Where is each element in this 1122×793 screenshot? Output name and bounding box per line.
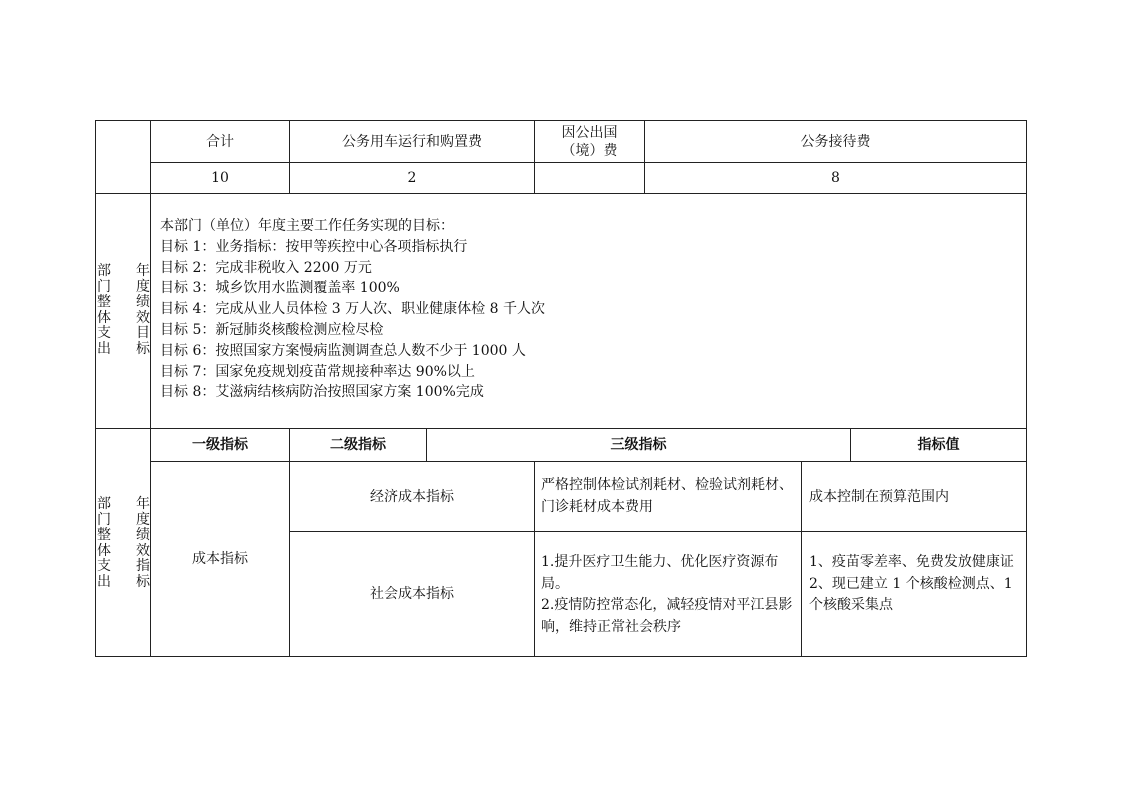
side-label-dept-expenditure: 部门整体支出 — [97, 263, 111, 357]
header-reception-cost: 公务接待费 — [800, 133, 871, 150]
header-level1-indicator: 一级指标 — [192, 437, 248, 453]
goal-item: 目标 4：完成从业人员体检 3 万人次、职业健康体检 8 千人次 — [160, 301, 545, 318]
level1-cost-indicator: 成本指标 — [192, 551, 248, 567]
annual-goals-text — [160, 216, 1020, 403]
value-vehicle-cost: 2 — [407, 170, 417, 186]
header-vehicle-cost: 公务用车运行和购置费 — [342, 133, 482, 150]
level3-economic-cost: 严格控制体检试剂耗材、检验试剂耗材、门诊耗材成本费用 — [541, 477, 793, 515]
value-reception-cost: 8 — [831, 170, 840, 186]
value-economic-cost: 成本控制在预算范围内 — [809, 488, 949, 505]
header-level3-indicator: 三级指标 — [610, 437, 667, 453]
value-social-cost: 1、疫苗零差率、免费发放健康证 2、现已建立 1 个核酸检测点、1 个核酸采集点 — [809, 554, 1014, 613]
side-label-dept-expenditure-2: 部门整体支出 — [97, 496, 111, 590]
level2-social-cost: 社会成本指标 — [370, 586, 454, 602]
header-level2-indicator: 二级指标 — [330, 437, 386, 453]
header-indicator-value: 指标值 — [917, 437, 960, 453]
goal-item: 目标 2：完成非税收入 2200 万元 — [160, 259, 372, 276]
goal-item: 目标 7：国家免疫规划疫苗常规接种率达 90%以上 — [160, 363, 475, 380]
value-overseas-cost — [535, 163, 644, 193]
goals-intro: 本部门（单位）年度主要工作任务实现的目标： — [160, 218, 454, 234]
side-label-annual-goals: 年度绩效目标 — [136, 263, 150, 357]
goal-item: 目标 6：按照国家方案慢病监测调查总人数不少于 1000 人 — [160, 342, 526, 359]
goal-item: 目标 8：艾滋病结核病防治按照国家方案 100%完成 — [160, 384, 484, 401]
goal-item: 目标 5：新冠肺炎核酸检测应检尽检 — [160, 321, 384, 338]
side-label-annual-indicators: 年度绩效指标 — [136, 496, 150, 590]
goal-item: 目标 1：业务指标：按甲等疾控中心各项指标执行 — [160, 238, 468, 255]
level2-economic-cost: 经济成本指标 — [370, 488, 454, 505]
level3-social-cost: 1.提升医疗卫生能力、优化医疗资源布局。 2.疫情防控常态化，减轻疫情对平江县影响，维持正常社会秩序 — [541, 554, 793, 635]
header-total: 合计 — [206, 133, 234, 150]
header-overseas-cost: 因公出国（境）费 — [561, 124, 618, 159]
value-total: 10 — [211, 170, 229, 186]
goal-item: 目标 3：城乡饮用水监测覆盖率 100% — [160, 280, 400, 297]
